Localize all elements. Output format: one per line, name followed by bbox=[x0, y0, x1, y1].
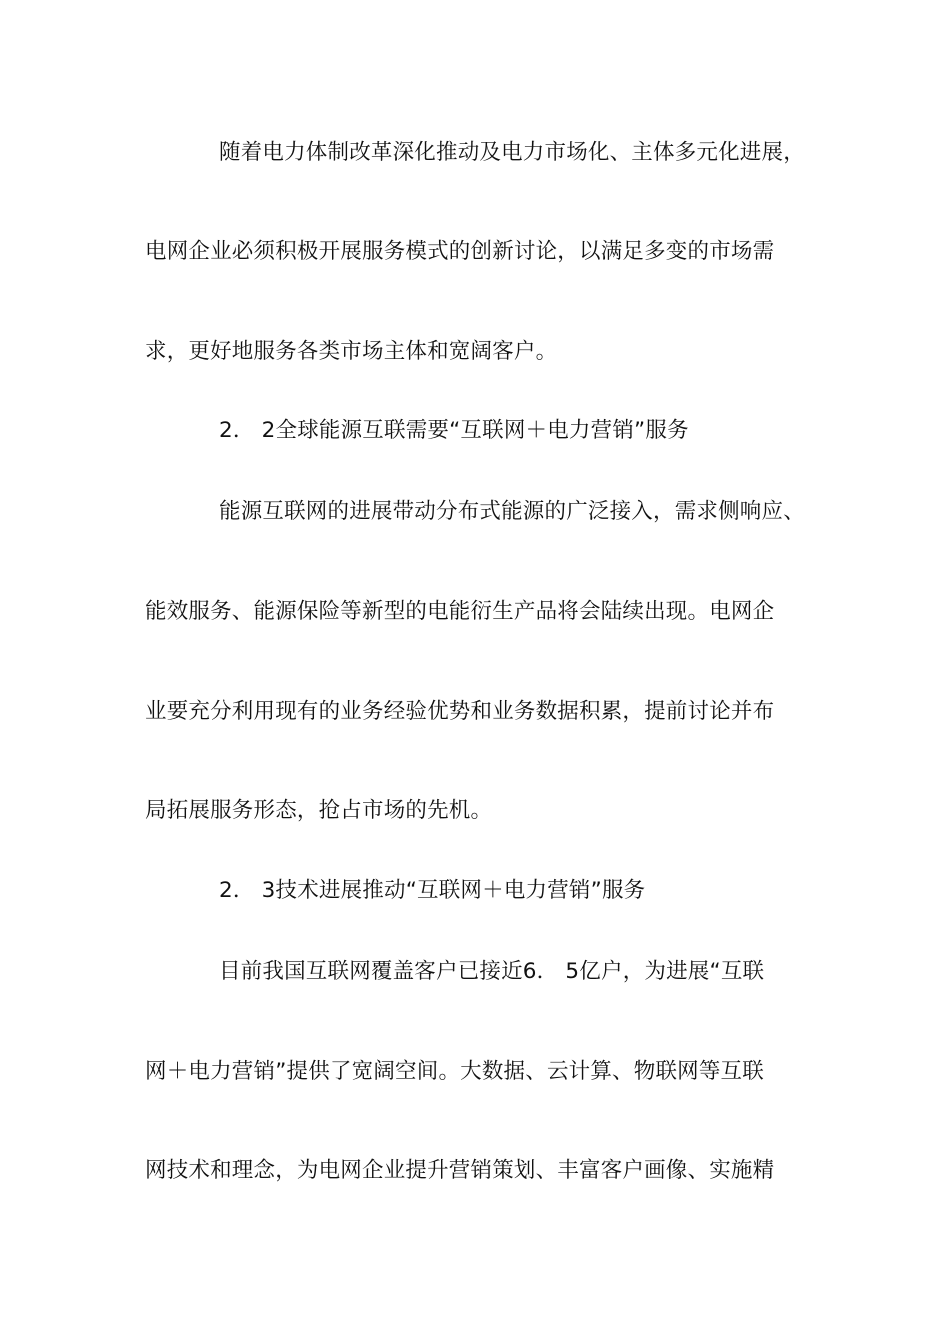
paragraph-2-line-4: 局拓展服务形态，抢占市场的先机。 bbox=[145, 798, 493, 823]
paragraph-1-line-2: 电网企业必须积极开展服务模式的创新讨论，以满足多变的市场需 bbox=[145, 239, 775, 264]
paragraph-3-line-3: 网技术和理念，为电网企业提升营销策划、丰富客户画像、实施精 bbox=[145, 1158, 775, 1183]
paragraph-2-line-3: 业要充分利用现有的业务经验优势和业务数据积累，提前讨论并布 bbox=[145, 699, 775, 724]
paragraph-1-line-3: 求，更好地服务各类市场主体和宽阔客户。 bbox=[145, 339, 558, 364]
section-heading-2-2: 2． 2全球能源互联需要“互联网＋电力营销”服务 bbox=[219, 418, 689, 443]
paragraph-2-line-2: 能效服务、能源保险等新型的电能衍生产品将会陆续出现。电网企 bbox=[145, 599, 775, 624]
paragraph-1-line-1: 随着电力体制改革深化推动及电力市场化、主体多元化进展， bbox=[219, 140, 805, 165]
paragraph-2-line-1: 能源互联网的进展带动分布式能源的广泛接入，需求侧响应、 bbox=[219, 499, 805, 524]
paragraph-3-line-2: 网＋电力营销”提供了宽阔空间。大数据、云计算、物联网等互联 bbox=[145, 1059, 764, 1084]
section-heading-2-3: 2． 3技术进展推动“互联网＋电力营销”服务 bbox=[219, 878, 646, 903]
paragraph-3-line-1: 目前我国互联网覆盖客户已接近6． 5亿户，为进展“互联 bbox=[219, 959, 765, 984]
